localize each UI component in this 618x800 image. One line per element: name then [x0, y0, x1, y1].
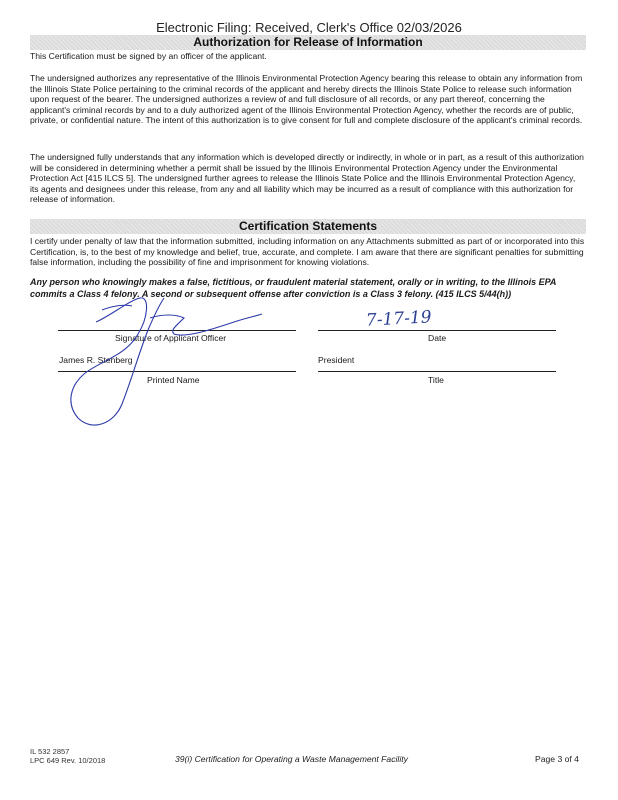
certification-title: Certification Statements	[238, 219, 378, 233]
printed-name-value: James R. Stenberg	[59, 355, 133, 365]
handwritten-date: 7-17-19	[365, 307, 433, 331]
authorization-title: Authorization for Release of Information	[193, 35, 423, 49]
authorization-paragraph-1: The undersigned authorizes any representative of the Illinois Environmental Protection Agency bearing this release to obtain any information from the Illinois State Police pertaining to the criminal records of the applicant and hereby directs the Illinois State Police to release such information upon request of the bearer. The undersigned authorizes a review of and full disclosure of all records, or any part thereof, concerning the applicant's criminal records by and to a duly authorized agent of the Illinois Environmental Protection Agency, whether the records are of public, private, or confidential nature. The intent of this authorization is to give consent for full and complete disclosure of the applicant's criminal records.	[30, 73, 583, 126]
felony-warning: Any person who knowingly makes a false, fictitious, or fraudulent material statement, orally or in writing, to the Illinois EPA commits a Class 4 felony. A second or subsequent offense after conviction is a Class 3 felony. (415 ILCS 5/44(h))	[30, 277, 557, 299]
date-label: Date	[428, 333, 447, 343]
form-revision: LPC 649 Rev. 10/2018	[30, 756, 106, 765]
signature-label: Signature of Applicant Officer	[115, 333, 227, 343]
page-number: Page 3 of 4	[535, 754, 579, 764]
filing-stamp: Electronic Filing: Received, Clerk's Office 02/03/2026	[156, 20, 462, 35]
authorization-paragraph-2: The undersigned fully understands that any information which is developed directly or indirectly, in whole or in part, as a result of this authorization will be considered in determining whether a permit shall be issued by the Illinois Environmental Protection Agency under the Environmental Protection Act [415 ILCS 5]. The undersigned further agrees to release the Illinois State Police and the Illinois Environmental Protection Agency, its agents and designees under this release, from any and all liability which may be incurred as a result of compliance with this authorization for release of information.	[30, 152, 584, 205]
certification-paragraph: I certify under penalty of law that the information submitted, including information on any Attachments submitted as part of or incorporated into this Certification, is, to the best of my knowledge and belief, true, accurate, and complete. I am aware that there are significant penalties for submitting false information, including the possibility of fine and imprisonment for knowing violations.	[30, 236, 585, 268]
printed-name-label: Printed Name	[147, 375, 200, 385]
title-value: President	[318, 355, 355, 365]
form-id: IL 532 2857	[30, 747, 70, 756]
title-label: Title	[428, 375, 444, 385]
signer-note: This Certification must be signed by an officer of the applicant.	[30, 51, 267, 61]
form-title: 39(i) Certification for Operating a Waste Management Facility	[175, 754, 408, 764]
